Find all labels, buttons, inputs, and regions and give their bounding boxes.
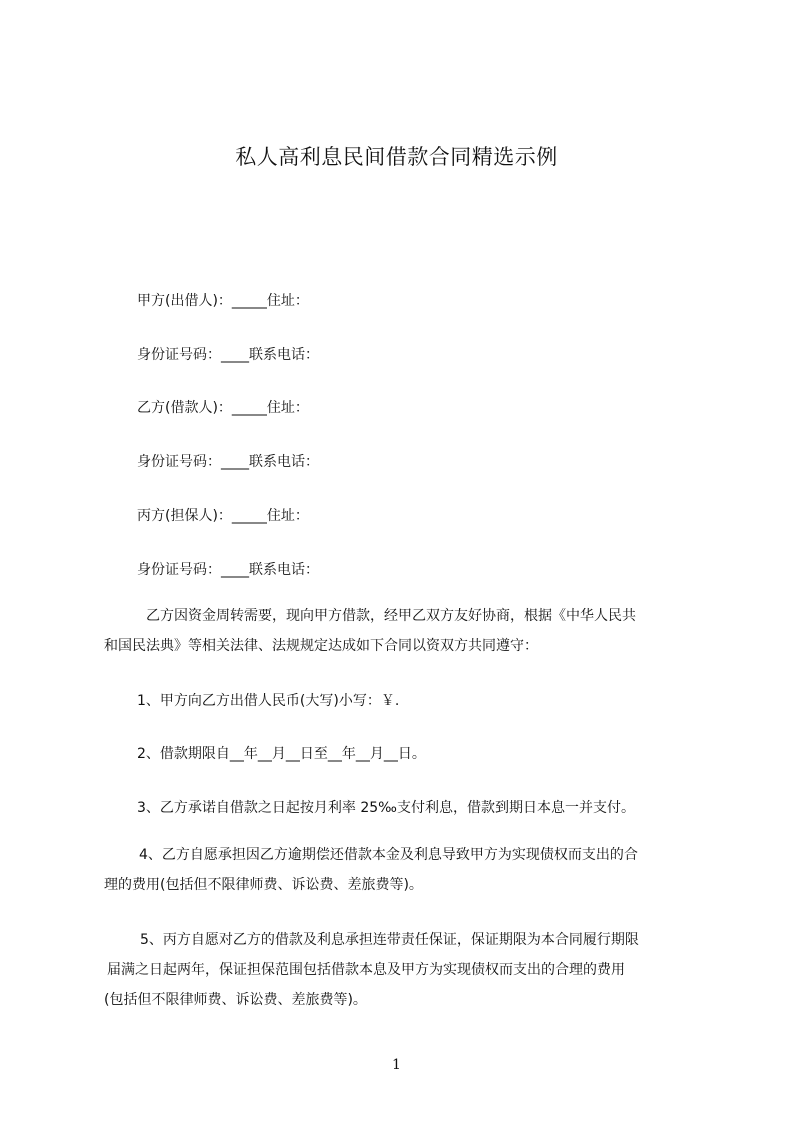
clause-4-line-2: 理的费用(包括但不限律师费、诉讼费、差旅费等)。: [104, 877, 423, 893]
clause-5-line-1: 5、丙方自愿对乙方的借款及利息承担连带责任保证，保证期限为本合同履行期限: [140, 932, 639, 948]
clause-4-line-1: 4、乙方自愿承担因乙方逾期偿还借款本金及利息导致甲方为实现债权而支出的合: [139, 847, 638, 863]
intro-paragraph: [104, 601, 636, 661]
clause-1: 1、甲方向乙方出借人民币(大写)小写：￥.: [137, 693, 400, 709]
intro-line-1: 乙方因资金周转需要，现向甲方借款，经甲乙双方友好协商，根据《中华人民共: [146, 608, 636, 624]
clause-4: [104, 840, 638, 900]
clause-5: [104, 925, 639, 1015]
party-c-id-line: 身份证号码：____联系电话：: [137, 562, 319, 578]
party-a-id-line: 身份证号码：____联系电话：: [137, 347, 319, 363]
party-c-line: 丙方(担保人)：_____住址：: [137, 508, 309, 524]
page-number: 1: [392, 1057, 401, 1073]
document-title: 私人高利息民间借款合同精选示例: [235, 145, 558, 169]
clause-5-line-2: 届满之日起两年，保证担保范围包括借款本息及甲方为实现债权而支出的合理的费用: [107, 962, 625, 978]
party-a-line: 甲方(出借人)：_____住址：: [137, 293, 309, 309]
party-b-line: 乙方(借款人)：_____住址：: [137, 400, 309, 416]
clause-3: 3、乙方承诺自借款之日起按月利率 25‰支付利息，借款到期日本息一并支付。: [137, 800, 635, 816]
intro-line-2: 和国民法典》等相关法律、法规规定达成如下合同以资双方共同遵守：: [104, 638, 538, 654]
clause-5-line-3: (包括但不限律师费、诉讼费、差旅费等)。: [104, 992, 367, 1008]
party-b-id-line: 身份证号码：____联系电话：: [137, 454, 319, 470]
clause-2: 2、借款期限自__年__月__日至__年__月__日。: [137, 746, 426, 762]
